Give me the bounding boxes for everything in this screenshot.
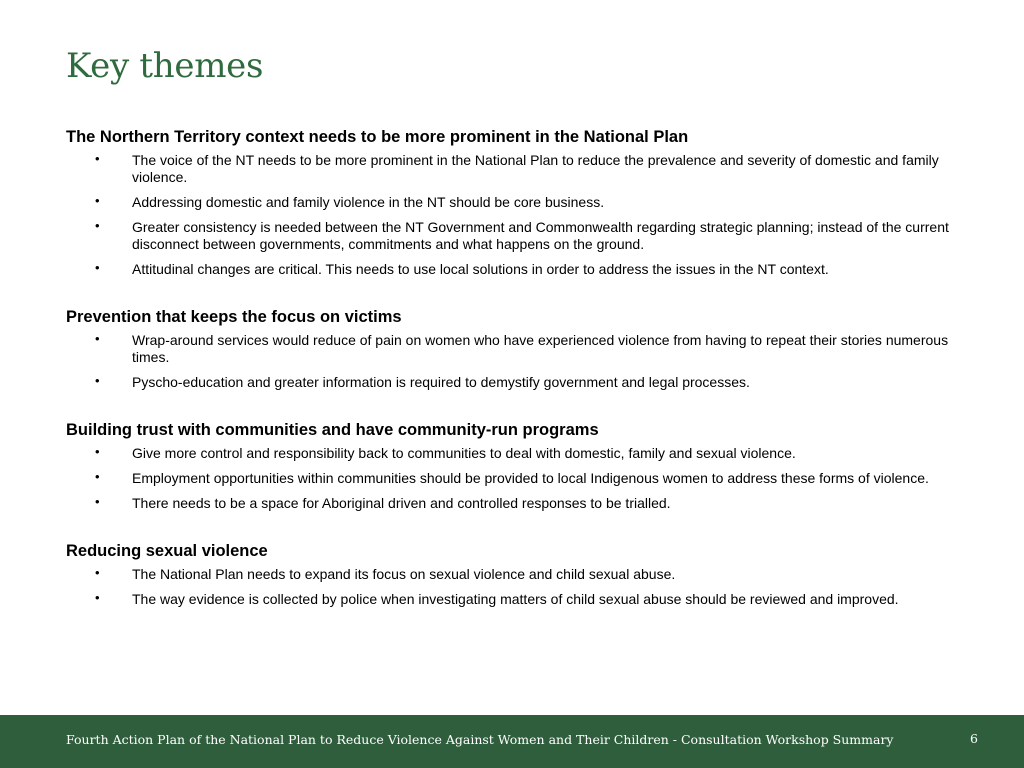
section-prevention (66, 306, 966, 391)
bullet-item (66, 566, 966, 583)
section-heading: Reducing sexual violence (66, 542, 268, 560)
section-community-trust (66, 419, 966, 512)
bullet-list (66, 445, 966, 512)
bullet-icon: • (95, 260, 100, 275)
section-nt-context (66, 126, 966, 278)
section-heading: The Northern Territory context needs to be more prominent in the National Plan (66, 128, 689, 146)
bullet-icon: • (95, 151, 100, 166)
bullet-list (66, 152, 966, 278)
footer-text: Fourth Action Plan of the National Plan to Reduce Violence Against Women and Their Children - Consultation Workshop Summary (66, 732, 894, 747)
bullet-icon: • (95, 218, 100, 233)
page-number: 6 (970, 731, 978, 746)
bullet-text: Pyscho-education and greater information is required to demystify government and legal processes. (132, 374, 750, 390)
bullet-item (66, 219, 966, 253)
bullet-item (66, 374, 966, 391)
bullet-text: The voice of the NT needs to be more prominent in the National Plan to reduce the prevalence and severity of domestic and family violence. (132, 152, 939, 185)
bullet-text: The National Plan needs to expand its focus on sexual violence and child sexual abuse. (132, 566, 676, 582)
bullet-icon: • (95, 469, 100, 484)
bullet-text: Give more control and responsibility back to communities to deal with domestic, family and sexual violence. (132, 445, 796, 461)
content-area (66, 126, 966, 636)
bullet-item (66, 261, 966, 278)
page-title: Key themes (66, 46, 264, 86)
bullet-text: There needs to be a space for Aboriginal driven and controlled responses to be trialled. (132, 495, 671, 511)
bullet-item (66, 194, 966, 211)
bullet-text: Addressing domestic and family violence in the NT should be core business. (132, 194, 605, 210)
bullet-item (66, 495, 966, 512)
section-sexual-violence (66, 540, 966, 608)
bullet-item (66, 332, 966, 366)
bullet-text: The way evidence is collected by police when investigating matters of child sexual abuse should be reviewed and improved. (132, 591, 899, 607)
bullet-icon: • (95, 565, 100, 580)
bullet-icon: • (95, 331, 100, 346)
bullet-item (66, 591, 966, 608)
bullet-text: Wrap-around services would reduce of pain on women who have experienced violence from having to repeat their stories numerous times. (132, 332, 949, 365)
bullet-text: Attitudinal changes are critical. This needs to use local solutions in order to address the issues in the NT context. (132, 261, 829, 277)
bullet-icon: • (95, 590, 100, 605)
bullet-text: Employment opportunities within communities should be provided to local Indigenous women to address these forms of violence. (132, 470, 929, 486)
bullet-item (66, 445, 966, 462)
bullet-list (66, 332, 966, 391)
section-heading: Building trust with communities and have community-run programs (66, 421, 599, 439)
bullet-icon: • (95, 373, 100, 388)
bullet-text: Greater consistency is needed between the NT Government and Commonwealth regarding strategic planning; instead of the current disconnect between governments, commitments and what happens on the ground. (132, 219, 949, 252)
bullet-icon: • (95, 193, 100, 208)
section-heading: Prevention that keeps the focus on victims (66, 308, 402, 326)
bullet-icon: • (95, 494, 100, 509)
bullet-list (66, 566, 966, 608)
footer-bar (0, 715, 1024, 768)
bullet-icon: • (95, 444, 100, 459)
bullet-item (66, 470, 966, 487)
bullet-item (66, 152, 966, 186)
